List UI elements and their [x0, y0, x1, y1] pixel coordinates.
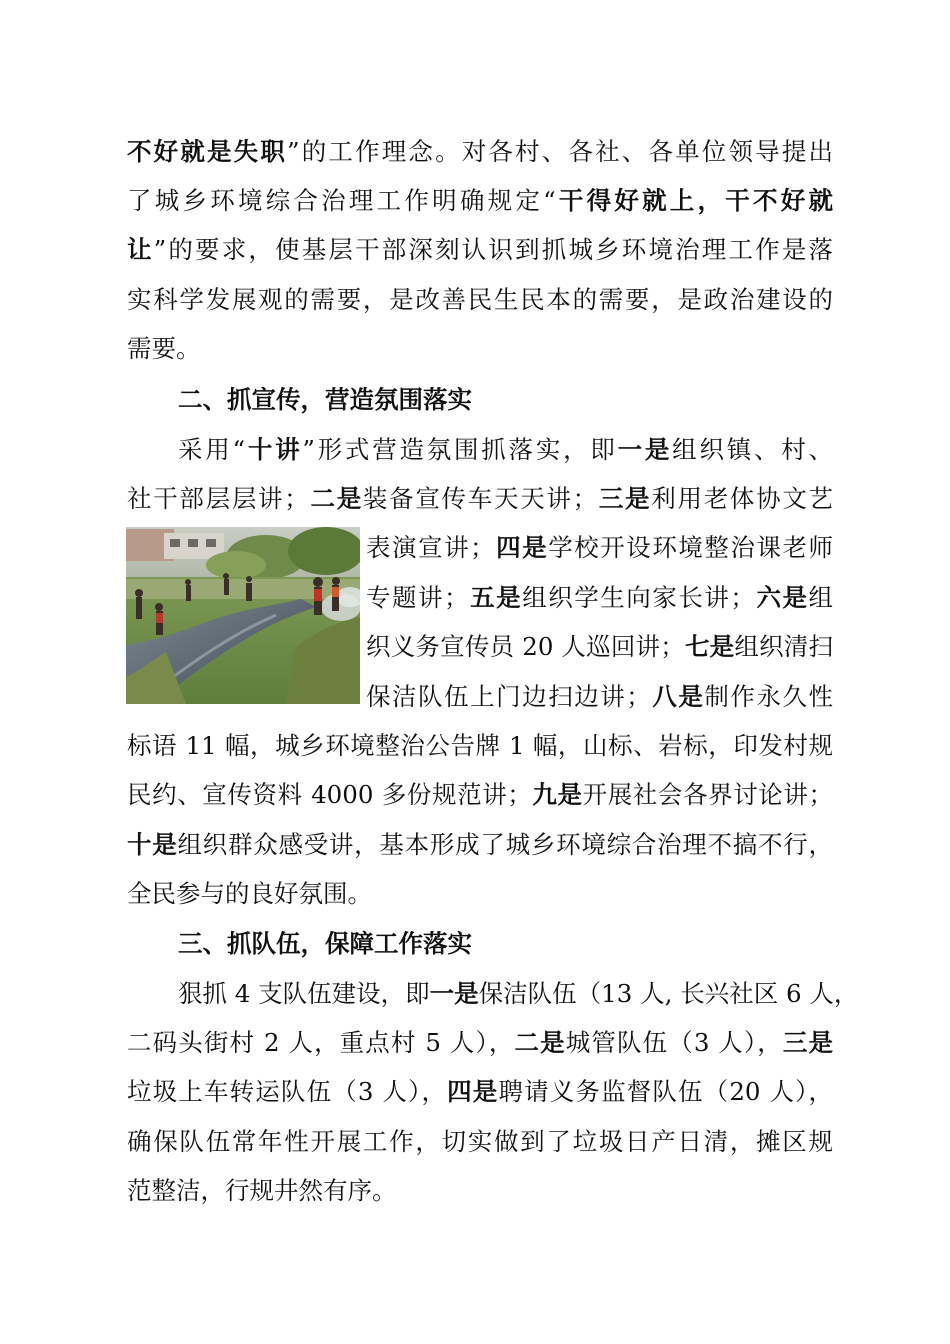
p2-line-7 — [127, 724, 833, 768]
photo-illustration — [126, 527, 360, 704]
text: 组织群众感受讲，基本形成了城乡环境综合治理不搞不行， — [177, 830, 834, 859]
section-heading-3: 三、抓队伍，保障工作落实 — [178, 929, 472, 958]
p3-line-1 — [178, 972, 859, 1016]
text: 确保队伍常年性开展工作，切实做到了垃圾日产日清，摊区规 — [127, 1127, 833, 1156]
text: ”的要求，使基层干部深刻认识到抓城乡环境治理工作是落 — [153, 235, 833, 264]
text: 了城乡环境综合治理工作明确规定“ — [127, 186, 556, 215]
p3-line-3 — [127, 1070, 833, 1114]
p1-line-3 — [127, 228, 833, 272]
text: 专题讲； — [366, 583, 469, 612]
bold-phrase: 五是 — [468, 583, 523, 612]
text: 城管队伍（3 人）， — [565, 1028, 783, 1057]
text: 二码头街村 2 人，重点村 5 人）， — [127, 1028, 515, 1057]
text: 组织学生向家长讲； — [522, 583, 755, 612]
p2-line-4 — [366, 576, 833, 620]
text: 保洁队伍上门边扫边讲； — [366, 682, 651, 711]
bold-phrase: 四是 — [447, 1077, 499, 1106]
text: 组 — [808, 583, 834, 612]
bold-phrase: 七是 — [684, 632, 735, 661]
bold-phrase: 干得好就上，干不好就 — [555, 186, 833, 215]
text: 标语 11 幅，城乡环境整治公告牌 1 幅，山标、岩标，印发村规 — [127, 731, 833, 760]
p1-line-2 — [127, 179, 833, 223]
p1-line-1 — [127, 130, 833, 174]
bold-phrase: 不好就是失职 — [127, 137, 288, 166]
p2-line-5 — [366, 625, 833, 669]
text: 保洁队伍（13 人, 长兴社区 6 人， — [478, 979, 859, 1008]
text: 狠抓 4 支队伍建设，即 — [178, 979, 430, 1008]
bold-phrase: 十是 — [127, 830, 178, 859]
bold-phrase: 二是 — [308, 484, 363, 513]
text: 需要。 — [127, 334, 201, 363]
p1-line-5 — [127, 327, 833, 371]
village-ditch-cleanup-photo — [126, 527, 360, 704]
text: 织义务宣传员 20 人巡回讲； — [366, 632, 685, 661]
bold-phrase: 二是 — [514, 1028, 566, 1057]
text: ”形式营造氛围抓落实，即 — [302, 435, 618, 464]
text: 组织镇、村、 — [672, 435, 834, 464]
text: 表演宣讲； — [366, 533, 495, 562]
text: 组织清扫 — [734, 632, 833, 661]
p3-line-2 — [127, 1021, 833, 1065]
p1-line-4 — [127, 278, 833, 322]
text: 开展社会各界讨论讲； — [582, 780, 833, 809]
text: 制作永久性 — [704, 682, 834, 711]
p3-line-5 — [127, 1169, 833, 1213]
text: 装备宣传车天天讲； — [362, 484, 598, 513]
text: 垃圾上车转运队伍（3 人）， — [127, 1077, 448, 1106]
p2-line-2 — [127, 477, 833, 521]
bold-phrase: 八是 — [650, 682, 705, 711]
bold-phrase: 一是 — [617, 435, 673, 464]
bold-phrase: 六是 — [754, 583, 809, 612]
text: 学校开设环境整治课老师 — [548, 533, 834, 562]
text: ”的工作理念。对各村、各社、各单位领导提出 — [287, 137, 833, 166]
p2-line-9 — [127, 823, 833, 867]
text: 社干部层层讲； — [127, 484, 309, 513]
bold-phrase: 十讲 — [245, 435, 303, 464]
text: 利用老体协文艺 — [651, 484, 834, 513]
text: 民约、宣传资料 4000 多份规范讲； — [127, 780, 532, 809]
p2-line-8 — [127, 773, 833, 817]
text: 聘请义务监督队伍（20 人）， — [498, 1077, 834, 1106]
p3-line-4 — [127, 1120, 833, 1164]
text: 范整洁，行规井然有序。 — [127, 1176, 397, 1205]
p2-line-1 — [178, 428, 833, 472]
section-heading-2: 二、抓宣传，营造氛围落实 — [178, 385, 472, 414]
bold-phrase: 三是 — [782, 1028, 834, 1057]
p2-line-3 — [366, 526, 833, 570]
p2-line-6 — [366, 675, 833, 719]
bold-phrase: 四是 — [494, 533, 549, 562]
bold-phrase: 一是 — [429, 979, 479, 1008]
bold-phrase: 三是 — [597, 484, 652, 513]
text: 实科学发展观的需要，是改善民生民本的需要，是政治建设的 — [127, 285, 833, 314]
text: 采用“ — [178, 435, 246, 464]
p2-line-10 — [127, 872, 833, 916]
text: 全民参与的良好氛围。 — [127, 879, 372, 908]
bold-phrase: 九是 — [531, 780, 583, 809]
bold-phrase: 让 — [127, 235, 154, 264]
